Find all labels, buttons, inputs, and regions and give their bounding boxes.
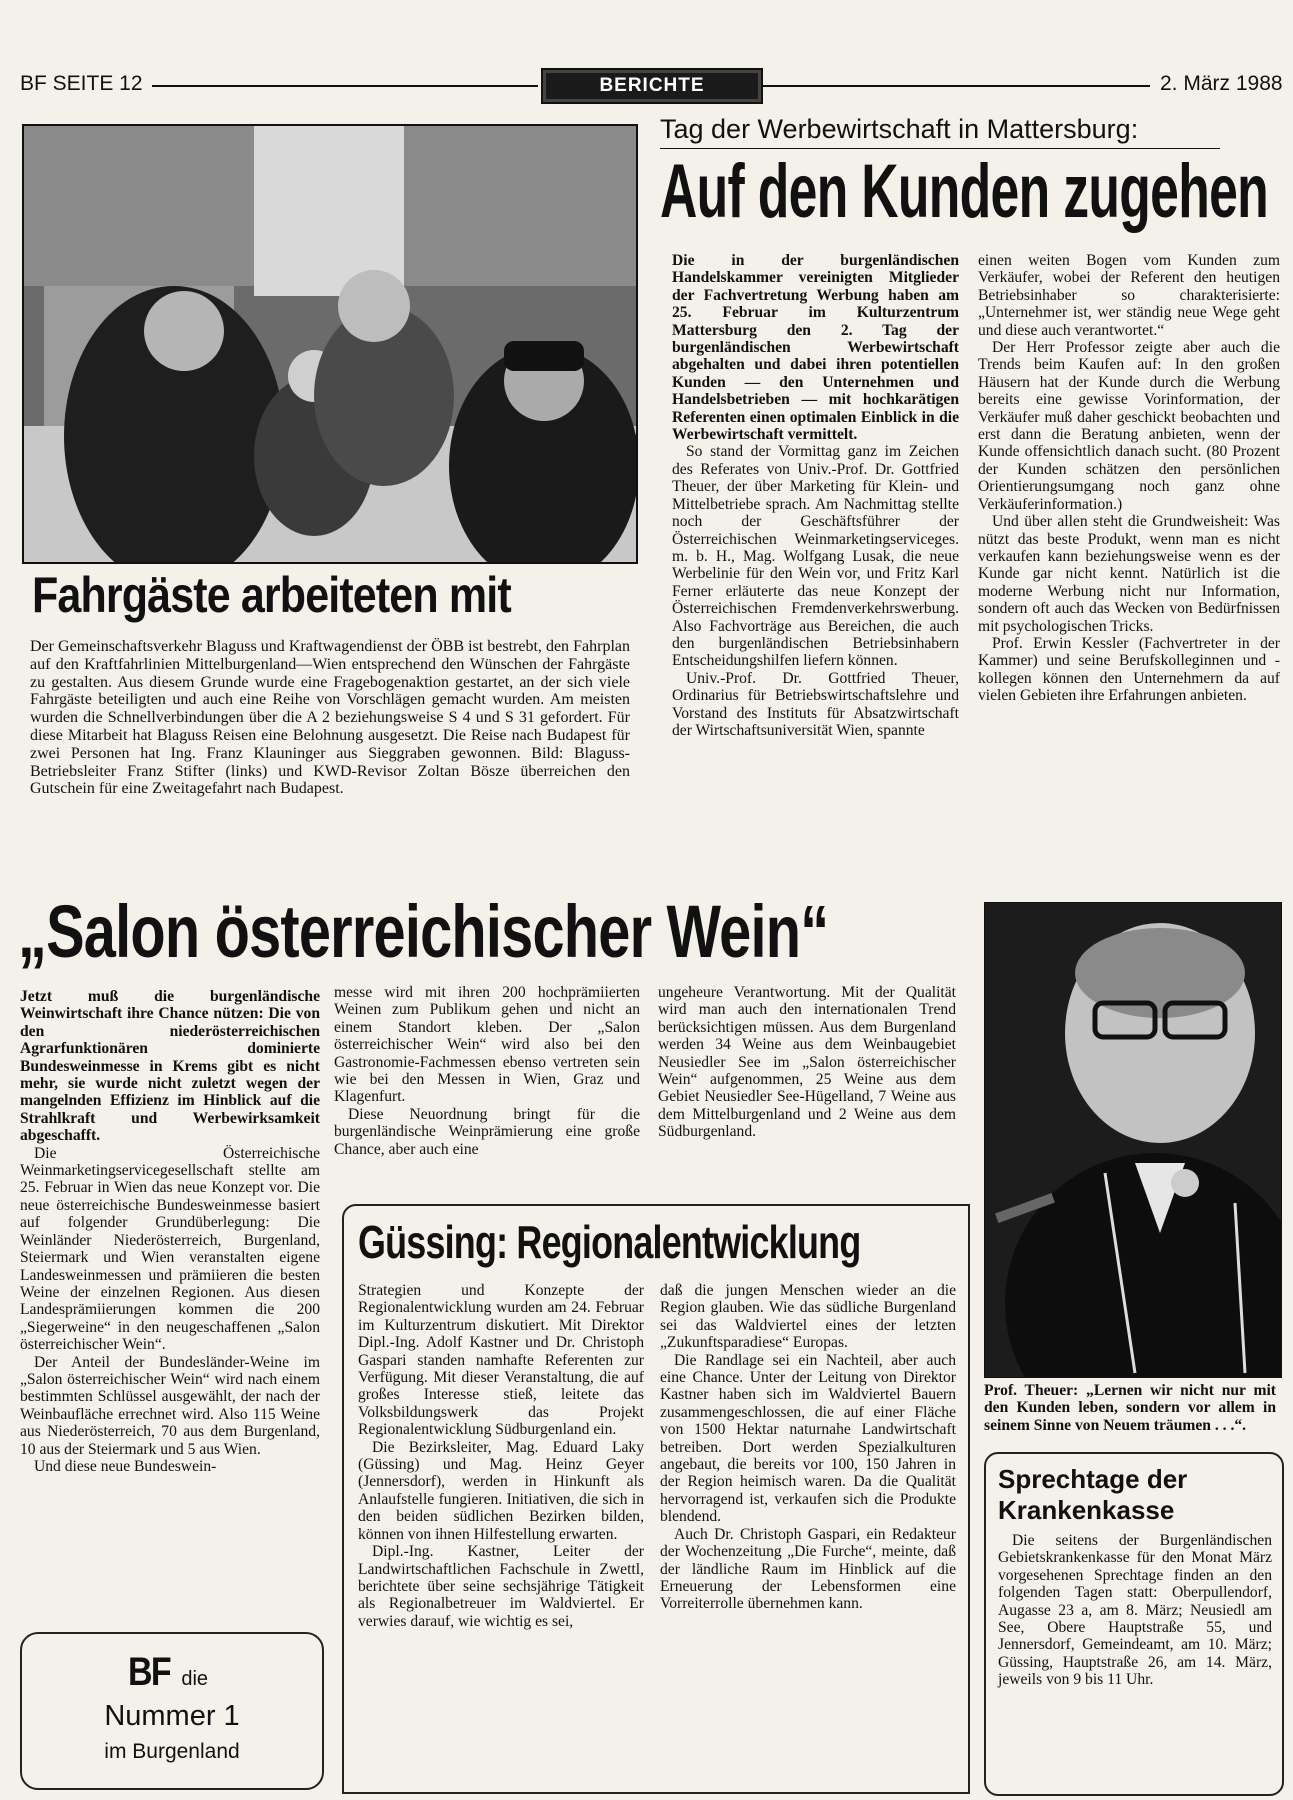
promo-logo: BF	[128, 1650, 170, 1694]
section-label	[541, 68, 763, 104]
werbe-column-2	[978, 252, 1280, 705]
krankenkasse-body	[998, 1532, 1272, 1689]
werbe-paragraph: Und über allen steht die Grundweisheit: Was nützt das beste Produkt, wenn man es nicht verkaufen kann beziehungsweise wenn es der Kunde gar nicht kennt. Natürlich ist die moderne Werbung nicht nur Information, sondern oft auch das Wecken von Bedürfnissen mit psychologischen Tricks.	[978, 513, 1280, 635]
photo-fahrgaeste	[22, 124, 638, 564]
werbe-paragraph: einen weiten Bogen vom Kunden zum Verkäufer, wobei der Referent den heutigen Betriebsinhaber so charakterisierte: „Unternehmer ist, wer ständig neue Wege geht und diese auch verantwortet.“	[978, 252, 1280, 339]
headline-guessing: Güssing: Regionalentwicklung	[358, 1216, 861, 1268]
wein-paragraph: ungeheure Verantwortung. Mit der Qualität wird man auch den internationalen Trend berücksichtigen müssen. Aus dem Burgenland werden 34 Weine aus dem Weinbaugebiet Neusiedler See im „Salon österreichischer Wein“ aufgenommen, 25 Weine aus dem Gebiet Neusiedler See-Hügelland, 7 Weine aus dem Mittelburgenland und 2 Weine aus dem Südburgenland.	[658, 984, 956, 1141]
werbe-paragraph: Univ.-Prof. Dr. Gottfried Theuer, Ordinarius für Betriebswirtschaftslehre und Vorstand des Instituts für Absatzwirtschaft der Wirtschaftsuniversität Wien, spannte	[672, 669, 959, 739]
wein-paragraph: Und diese neue Bundeswein-	[34, 1457, 217, 1475]
guessing-paragraph: daß die jungen Menschen wieder an die Region glauben. Wie das südliche Burgenland sei das Waldviertel eines der letzten „Zukunftsparadiese“ Europas.	[660, 1282, 956, 1352]
werbe-column-1	[672, 252, 959, 739]
photo-theuer-image	[985, 903, 1281, 1377]
krankenkasse-title-line: Krankenkasse	[998, 1495, 1175, 1525]
header-rule-right	[762, 85, 1150, 87]
headline-wein: „Salon österreichischer Wein“	[18, 890, 829, 973]
kicker-werbe: Tag der Werbewirtschaft in Mattersburg:	[660, 114, 1139, 144]
caption-theuer: Prof. Theuer: „Lernen wir nicht nur mit den Kunden leben, sondern vor allem in seinem Sinne von Neuem träumen . . .“.	[984, 1382, 1276, 1434]
krankenkasse-title	[998, 1464, 1187, 1526]
werbe-paragraph: So stand der Vormittag ganz im Zeichen des Referates von Univ.-Prof. Dr. Gottfried Theuer, der über Marketing für Klein- und Mittelbetriebe sprach. Am Nachmittag stellte noch der Geschäftsführer der Österreichischen Weinmarketingserviceges. m. b. H., Mag. Wolfgang Lusak, die neue Werbelinie für den Wein vor, und Fritz Karl Ferner erläuterte das neue Konzept der Österreichischen Fremdenverkehrswerbung. Also Fachvorträge aus Bereichen, die auch den burgenländischen Betriebsinhabern Entscheidungshilfen liefern können.	[672, 443, 959, 670]
headline-werbe: Auf den Kunden zugehen	[660, 149, 1269, 234]
photo-theuer	[984, 902, 1282, 1378]
wein-paragraph: Der Anteil der Bundesländer-Weine im „Salon österreichischer Wein“ wird nach einem bestimmten Schlüssel ausgewählt, der nach der Weinbaufläche errechnet wird. Also 115 Weine aus Niederösterreich, 70 aus dem Burgenland, 10 aus der Steiermark und 5 aus Wien.	[20, 1353, 320, 1458]
guessing-column-2	[660, 1282, 956, 1613]
wein-column-3	[658, 984, 956, 1141]
wein-paragraph: messe wird mit ihren 200 hochprämiierten Weinen zum Publikum gehen und nicht an einem Standort kleben. Der „Salon österreichischer Wein“ wird also bei den Gastronomie-Fachmessen ebenso vertreten sein wie bei den Messen in Wien, Graz und Klagenfurt.	[334, 984, 640, 1106]
guessing-paragraph: Die Randlage sei ein Nachteil, aber auch eine Chance. Unter der Leitung von Direktor Kastner haben sich im Waldviertel Bauern zusammengeschlossen, die auf einer Fläche von 1500 Hektar naturnahe Landwirtschaft betreiben. Dort werden Spezialkulturen angebaut, die bereits vor 100, 150 Jahren in der Region heimisch waren. Da die Qualität hervorragend ist, verkaufen sich die Produkte blendend.	[660, 1351, 956, 1526]
werbe-lead: Die in der burgenländischen Handelskammer vereinigten Mitglieder der Fachvertretung Werbung haben am 25. Februar im Kulturzentrum Mattersburg den 2. Tag der burgenländischen Werbewirtschaft abgehalten und dabei ihren potentiellen Kunden — den Unternehmen und Handelsbetrieben — mit hochkarätigen Referenten einen optimalen Einblick in die Werbewirtschaft vermittelt.	[672, 252, 959, 444]
promo-brand	[128, 1650, 208, 1695]
issue-date: 2. März 1988	[1160, 72, 1283, 95]
photo-fahrgaeste-image	[24, 126, 636, 562]
promo-line-2: im Burgenland	[104, 1740, 240, 1763]
guessing-column-1	[358, 1282, 644, 1630]
krankenkasse-title-line: Sprechtage der	[998, 1464, 1188, 1494]
wein-column-2	[334, 984, 640, 1158]
guessing-paragraph: Strategien und Konzepte der Regionalentwicklung wurden am 24. Februar im Kulturzentrum diskutiert. Mit Direktor Dipl.-Ing. Adolf Kastner und Dr. Christoph Gaspari standen namhafte Referenten zur Verfügung. Mit dieser Veranstaltung, die auf großes Interesse stieß, leitete das Volksbildungswerk das Projekt Regionalentwicklung Südburgenland ein.	[358, 1282, 644, 1439]
guessing-paragraph: Auch Dr. Christoph Gaspari, ein Redakteur der Wochenzeitung „Die Furche“, meinte, daß der ländliche Raum im Hinblick auf die Erneuerung der Lebensformen eine Vorreiterrolle übernehmen kann.	[660, 1525, 956, 1613]
werbe-paragraph: Prof. Erwin Kessler (Fachvertreter in der Kammer) und seine Berufskolleginnen und -kollegen können den Unternehmern da auf vielen Gebieten ihre Erfahrungen anbieten.	[978, 634, 1280, 705]
header-rule-left	[152, 85, 538, 87]
werbe-paragraph: Der Herr Professor zeigte aber auch die Trends beim Kaufen auf: In den großen Häusern hat der Kunde durch die Werbung bereits eine gewisse Vorinformation, der Verkäufer muß daher geschickt beobachten und erst dann die Beratung anbieten, wenn der Kunde offensichtlich danach sucht. (80 Prozent der Kunden schätzen den persönlichen Orientierungsumgang noch ganz ohne Verkäuferinformation.)	[978, 339, 1280, 513]
body-fahrgaeste: Der Gemeinschaftsverkehr Blaguss und Kraftwagendienst der ÖBB ist bestrebt, den Fahrplan auf den Kraftfahrlinien Mittelburgenland—Wien entsprechend den Wünschen der Fahrgäste zu gestalten. Aus diesem Grunde wurde eine Fragebogenaktion gestartet, an der sich viele Fahrgäste beteiligten und auch eine Reihe von Vorschlägen gemacht wurden. Am meisten wurden die Schnellverbindungen über die A 2 beziehungsweise S 4 und S 31 gefordert. Für diese Mitarbeit hat Blaguss Reisen eine Belohnung ausgesetzt. Die Reise nach Budapest für zwei Personen hat Ing. Franz Klauninger aus Sieggraben gewonnen. Bild: Blaguss-Betriebsleiter Franz Stifter (links) und KWD-Revisor Zoltan Bösze überreichen den Gutschein für eine Zweitagefahrt nach Budapest.	[30, 638, 630, 798]
krankenkasse-text: Die seitens der Burgenländischen Gebietskrankenkasse für den Monat März vorgesehenen Sprechtage finden an den folgenden Tagen statt: Oberpullendorf, Augasse 23 a, am 8. März; Neusiedl am See, Obere Hauptstraße 55, und Jennersdorf, Gemeindeamt, am 10. März; Güssing, Hauptstraße 26, am 14. März, jeweils von 9 bis 11 Uhr.	[998, 1532, 1272, 1689]
headline-fahrgaeste: Fahrgäste arbeiteten mit	[32, 567, 511, 623]
wein-paragraph: Diese Neuordnung bringt für die burgenländische Weinprämierung eine große Chance, aber auch eine	[334, 1105, 640, 1158]
page-number: BF SEITE 12	[20, 72, 143, 95]
wein-column-1	[20, 988, 320, 1475]
wein-paragraph: Die Österreichische Weinmarketingservicegesellschaft stellte am 25. Februar in Wien das neue Konzept vor. Die neue österreichische Bundesweinmesse basiert auf folgender Grundüberlegung: Die Weinländer Niederösterreich, Burgenland, Steiermark und Wien veranstalten eigene Landesweinmessen und prämiieren die besten Weine der einzelnen Regionen. Aus diesen Landesprämiierungen kommen die 200 „Siegerweine“ in den neugeschaffenen „Salon österreichischer Wein“.	[20, 1144, 320, 1354]
promo-die: die	[181, 1668, 209, 1690]
section-label-text: BERICHTE	[599, 75, 705, 96]
guessing-paragraph: Die Bezirksleiter, Mag. Eduard Laky (Güssing) und Mag. Heinz Geyer (Jennersdorf), werden in Hinkunft als Anlaufstelle fungieren. Initiativen, die sich in den beiden südlichen Bezirken bilden, können von ihnen Hilfestellung erwarten.	[358, 1438, 644, 1543]
promo-line-1: Nummer 1	[104, 1700, 240, 1732]
guessing-paragraph: Dipl.-Ing. Kastner, Leiter der Landwirtschaftlichen Fachschule in Zwettl, berichtete über seine sechsjährige Tätigkeit als Regionalbetreuer im Waldviertel. Er verwies darauf, wie wichtig es sei,	[358, 1543, 644, 1630]
wein-lead: Jetzt muß die burgenländische Weinwirtschaft ihre Chance nützen: Die von den niederösterreichischen Agrarfunktionären dominierte Bundesweinmesse in Krems gibt es nicht mehr, sie wurde nicht zuletzt wegen der mangelnden Effizienz im Hinblick auf die Strahlkraft und Werbewirksamkeit abgeschafft.	[20, 988, 320, 1145]
